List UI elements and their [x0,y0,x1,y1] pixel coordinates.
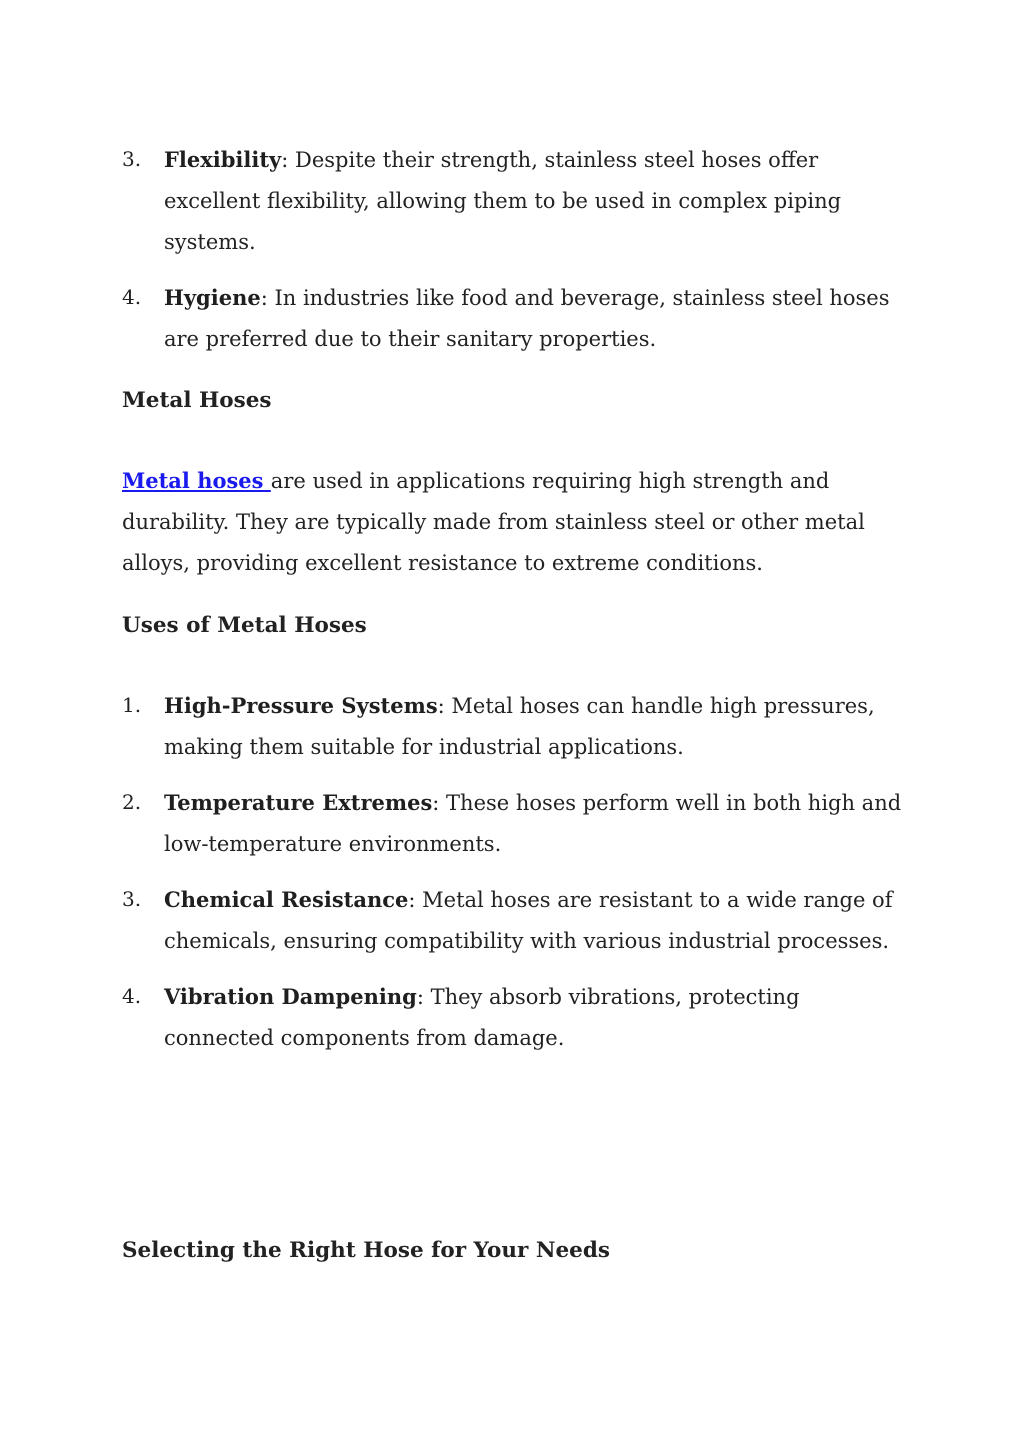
list-number: 4. [122,984,142,1008]
list-text: : They absorb vibrations, protecting connected components from damage. [164,985,800,1050]
list-term: Chemical Resistance [164,887,409,912]
list-text: : Metal hoses are resistant to a wide range of chemicals, ensuring compatibility with various industrial processes. [164,888,893,953]
list-item [122,782,902,865]
paragraph-text: are used in applications requiring high strength and durability. They are typically made from stainless steel or other metal alloys, providing excellent resistance to extreme conditions. [122,469,865,575]
list-item [122,976,902,1059]
list-number: 4. [122,285,142,309]
section-heading-uses: Uses of Metal Hoses [122,613,367,638]
list-text: : These hoses perform well in both high and low-temperature environments. [164,791,902,856]
metal-hoses-paragraph [122,460,902,584]
metal-hoses-link[interactable]: Metal hoses [122,468,271,493]
list-item [122,277,902,360]
list-text: : In industries like food and beverage, stainless steel hoses are preferred due to their sanitary properties. [164,286,890,351]
list-number: 1. [122,693,142,717]
section-heading-selecting: Selecting the Right Hose for Your Needs [122,1238,610,1263]
list-text: : Despite their strength, stainless steel hoses offer excellent flexibility, allowing them to be used in complex piping systems. [164,148,842,254]
list-item [122,685,902,768]
uses-list [122,685,902,1073]
stainless-benefits-list [122,139,902,374]
section-heading-metal-hoses: Metal Hoses [122,388,272,413]
list-number: 2. [122,790,142,814]
list-term: Flexibility [164,147,282,172]
list-item [122,139,902,263]
list-text: : Metal hoses can handle high pressures, making them suitable for industrial applications. [164,694,875,759]
list-term: Vibration Dampening [164,984,417,1009]
list-number: 3. [122,887,142,911]
list-term: Hygiene [164,285,261,310]
list-item [122,879,902,962]
list-term: High-Pressure Systems [164,693,438,718]
list-term: Temperature Extremes [164,790,433,815]
list-number: 3. [122,147,142,171]
